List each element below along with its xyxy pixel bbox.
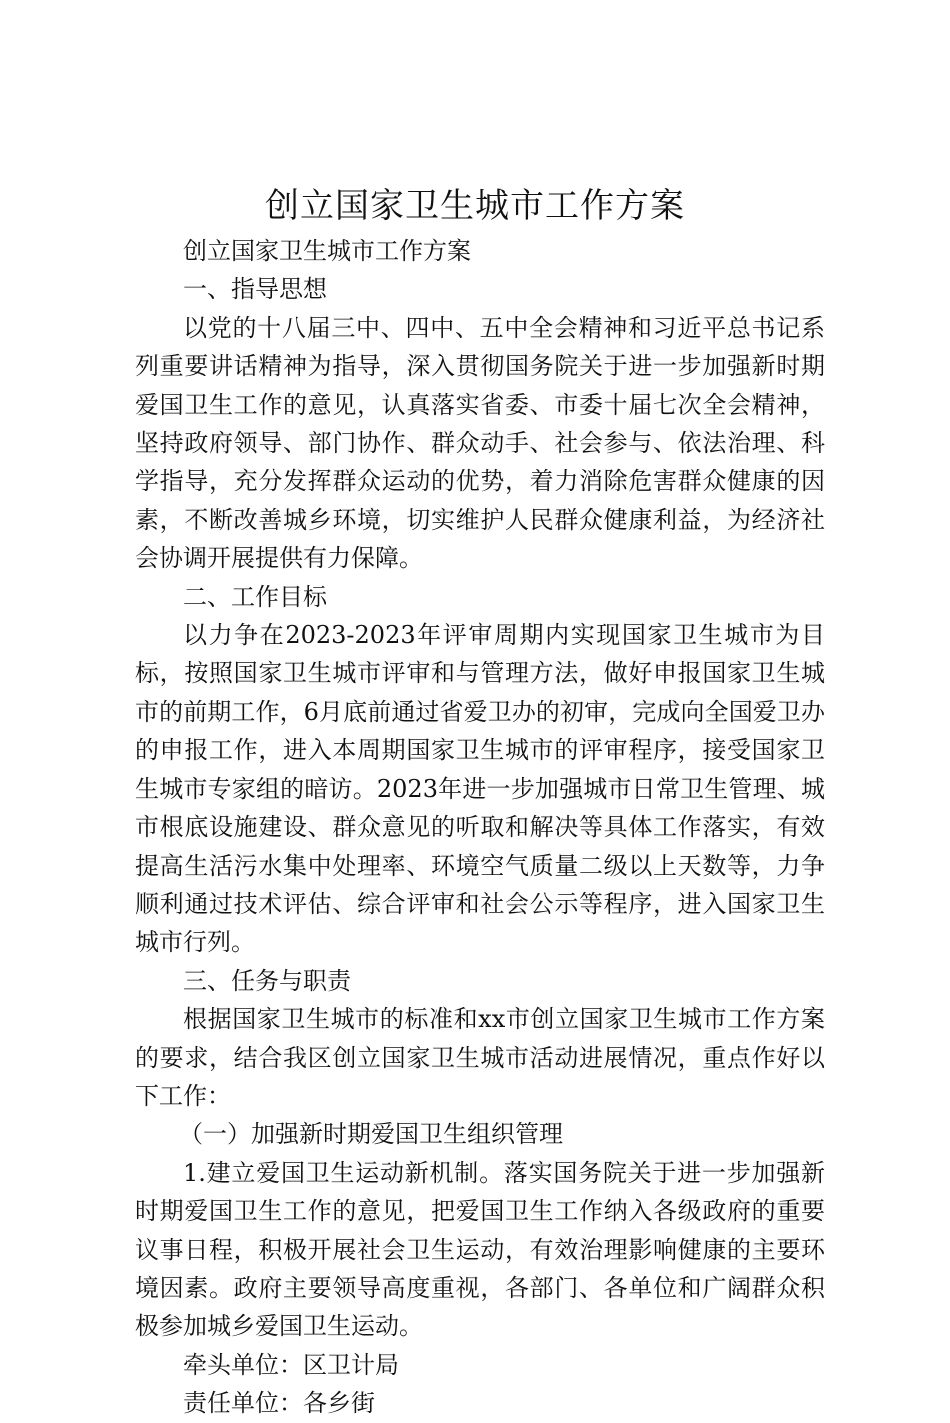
section-heading-tasks-duties: 三、任务与职责 (183, 966, 351, 995)
item-1-paragraph: 1.建立爱国卫生运动新机制。落实国务院关于进一步加强新时期爱国卫生工作的意见，把爱国卫生工作纳入各级政府的重要议事日程，积极开展社会卫生运动，有效治理影响健康的主要环境因素。政府主要领导高度重视，各部门、各单位和广阔群众积极参加城乡爱国卫生运动。 (135, 1158, 825, 1341)
responsible-unit-line: 责任单位：各乡街 (183, 1389, 375, 1418)
section-heading-work-goals: 二、工作目标 (183, 582, 327, 611)
tasks-duties-paragraph: 根据国家卫生城市的标准和xx市创立国家卫生城市工作方案的要求，结合我区创立国家卫生城市活动进展情况，重点作好以下工作： (135, 1005, 825, 1110)
work-goals-paragraph: 以力争在2023-2023年评审周期内实现国家卫生城市为目标，按照国家卫生城市评审和与管理方法，做好申报国家卫生城市的前期工作，6月底前通过省爱卫办的初审，完成向全国爱卫办的申报工作，进入本周期国家卫生城市的评审程序，接受国家卫生城市专家组的暗访。2023年进一步加强城市日常卫生管理、城市根底设施建设、群众意见的听取和解决等具体工作落实，有效提高生活污水集中处理率、环境空气质量二级以上天数等，力争顺利通过技术评估、综合评审和社会公示等程序，进入国家卫生城市行列。 (135, 621, 825, 957)
guiding-ideology-paragraph: 以党的十八届三中、四中、五中全会精神和习近平总书记系列重要讲话精神为指导，深入贯彻国务院关于进一步加强新时期爱国卫生工作的意见，认真落实省委、市委十届七次全会精神，坚持政府领导、部门协作、群众动手、社会参与、依法治理、科学指导，充分发挥群众运动的优势，着力消除危害群众健康的因素，不断改善城乡环境，切实维护人民群众健康利益，为经济社会协调开展提供有力保障。 (135, 313, 825, 573)
document-title: 创立国家卫生城市工作方案 (265, 186, 685, 226)
subtitle-paragraph: 创立国家卫生城市工作方案 (183, 237, 471, 265)
document-body (135, 232, 825, 1423)
subsection-heading-organization: （一）加强新时期爱国卫生组织管理 (179, 1120, 563, 1149)
section-heading-guiding-ideology: 一、指导思想 (183, 275, 327, 304)
lead-unit-line: 牵头单位：区卫计局 (183, 1350, 399, 1379)
